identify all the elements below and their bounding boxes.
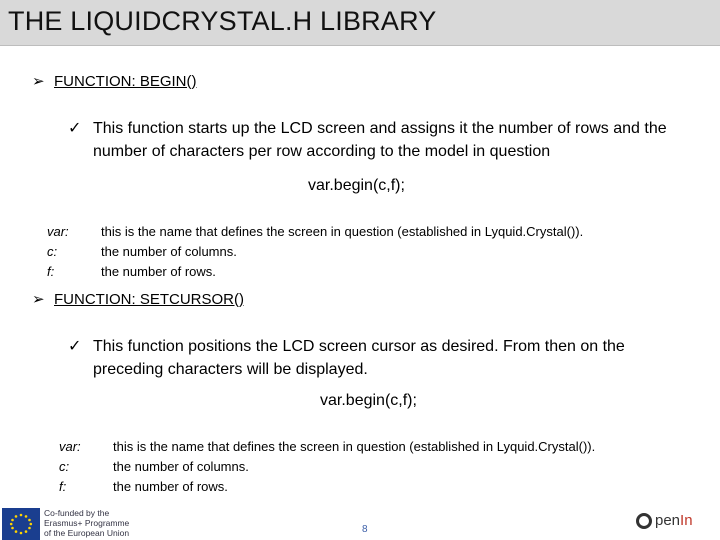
eu-text-line: Erasmus+ Programme: [44, 518, 130, 528]
section-heading-label: FUNCTION: BEGIN(): [54, 72, 197, 90]
openin-logo-text: pen: [655, 512, 681, 529]
param-row: [59, 457, 595, 477]
checkmark-icon: ✓: [68, 120, 82, 137]
openin-logo-text-in: In: [680, 512, 693, 529]
param-name: var:: [59, 439, 81, 454]
param-row: [47, 262, 583, 282]
section-description-setcursor: [68, 335, 693, 381]
eu-text-line: Co-funded by the: [44, 508, 110, 518]
section-heading-setcursor: [32, 290, 244, 308]
openin-o-icon: [636, 513, 652, 529]
param-desc: the number of columns.: [101, 244, 237, 259]
param-name: f:: [59, 479, 67, 494]
openin-logo: [636, 512, 693, 529]
section-description-begin: [68, 117, 693, 163]
eu-stars-icon: [6, 512, 36, 536]
title-bar: [0, 0, 720, 46]
param-name: var:: [47, 224, 69, 239]
param-list: [59, 437, 595, 497]
eu-cofunded-text: [44, 508, 129, 538]
param-desc: this is the name that defines the screen in question (established in Lyquid.Crystal()).: [113, 439, 596, 454]
section-heading-begin: [32, 72, 197, 90]
param-name: c:: [47, 244, 58, 259]
section-heading-label: FUNCTION: SETCURSOR(): [54, 290, 244, 308]
param-desc: this is the name that defines the screen in question (established in Lyquid.Crystal()).: [101, 224, 584, 239]
param-desc: the number of rows.: [101, 264, 216, 279]
eu-flag-logo: [2, 508, 40, 540]
eu-text-line: of the European Union: [44, 528, 130, 538]
param-name: c:: [59, 459, 70, 474]
description-text: This function positions the LCD screen cursor as desired. From then on the preceding characters will be displayed.: [93, 338, 625, 378]
param-desc: the number of columns.: [113, 459, 249, 474]
page-number: 8: [362, 524, 368, 535]
param-row: [59, 437, 595, 457]
page-title: THE LIQUIDCRYSTAL.H LIBRARY: [8, 6, 437, 36]
description-text: This function starts up the LCD screen and assigns it the number of rows and the number of characters per row according to the model in question: [93, 120, 667, 160]
arrow-bullet-icon: ➢: [32, 291, 45, 308]
code-snippet: var.begin(c,f);: [308, 177, 405, 194]
param-row: [59, 477, 595, 497]
arrow-bullet-icon: ➢: [32, 73, 45, 90]
param-row: [47, 222, 583, 242]
param-list: [47, 222, 583, 282]
checkmark-icon: ✓: [68, 338, 82, 355]
code-snippet: var.begin(c,f);: [320, 392, 417, 409]
param-name: f:: [47, 264, 55, 279]
param-desc: the number of rows.: [113, 479, 228, 494]
param-row: [47, 242, 583, 262]
